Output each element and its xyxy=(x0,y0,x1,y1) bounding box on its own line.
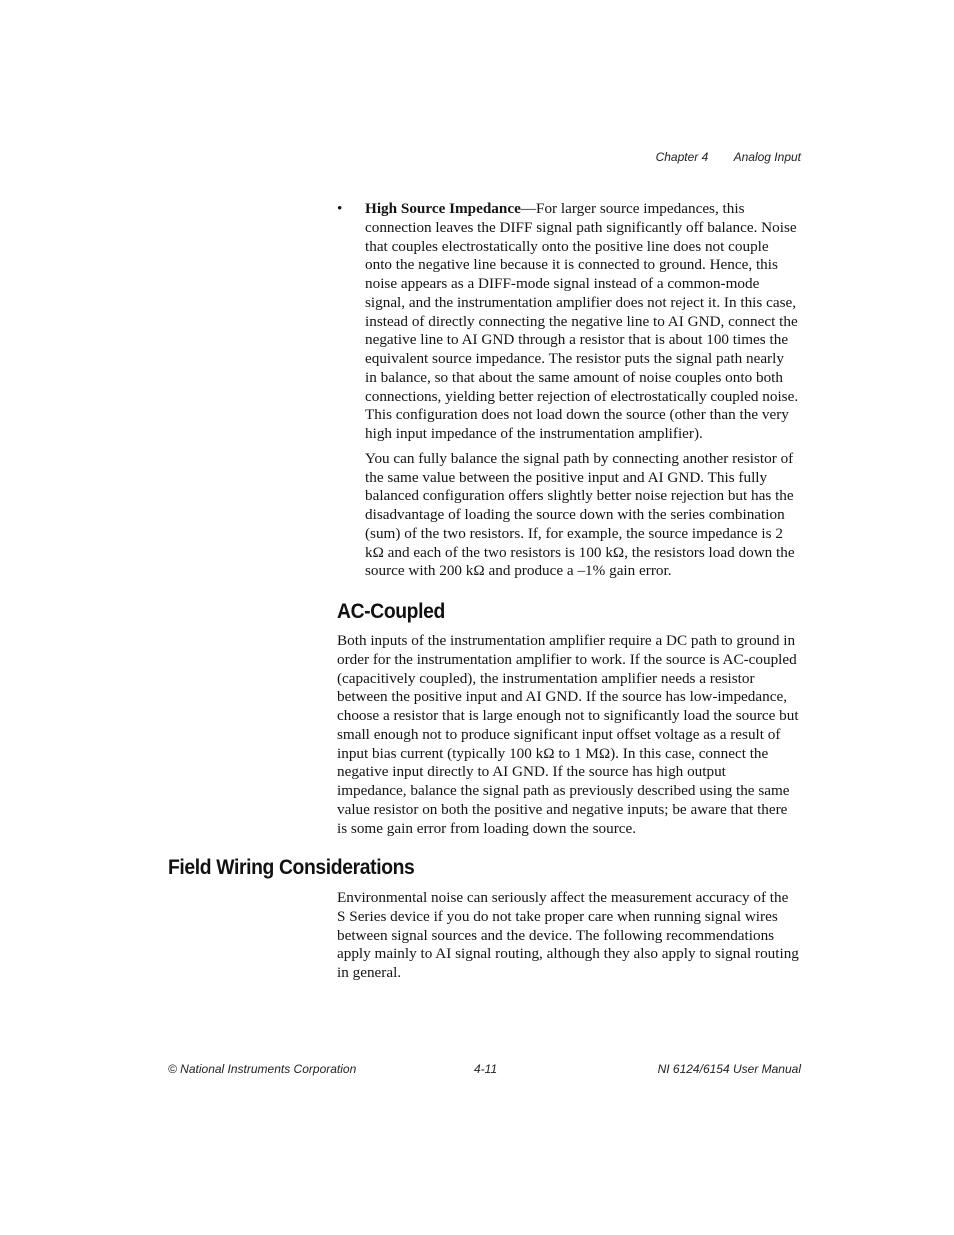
bullet-paragraph-1-text: —For larger source impedances, this connection leaves the DIFF signal path significantly off balance. Noise that couples electrostatically onto the positive line does not couple onto the negative line because it is connected to ground. Hence, this noise appears as a DIFF-mode signal instead of a common-mode signal, and the instrumentation amplifier does not reject it. In this case, instead of directly connecting the negative line to AI GND, connect the negative line to AI GND through a resistor that is about 100 times the equivalent source impedance. The resistor puts the signal path nearly in balance, so that about the same amount of noise couples onto both connections, yielding better rejection of electrostatically coupled noise. This configuration does not load down the source (other than the very high input impedance of the instrumentation amplifier). xyxy=(365,200,799,442)
section-heading-field-wiring: Field Wiring Considerations xyxy=(168,856,415,879)
header-chapter: Chapter 4 xyxy=(655,150,709,164)
field-wiring-paragraph: Environmental noise can seriously affect the measurement accuracy of the S Series device if you do not take proper care when running signal wires between signal sources and the device. The following recommendations apply mainly to AI signal routing, although they also apply to signal routing in general. xyxy=(337,889,799,981)
footer-page-number: 4-11 xyxy=(474,1062,498,1076)
footer-copyright: © National Instruments Corporation xyxy=(168,1062,357,1076)
bullet-item-high-source-impedance xyxy=(337,200,799,581)
section-heading-ac-coupled: AC-Coupled xyxy=(337,600,445,623)
header-section: Analog Input xyxy=(733,150,801,164)
ac-coupled-paragraph: Both inputs of the instrumentation amplifier require a DC path to ground in order for the instrumentation amplifier to work. If the source is AC-coupled (capacitively coupled), the instrumentation amplifier needs a resistor between the positive input and AI GND. If the source has low-impedance, choose a resistor that is large enough not to significantly load the source but small enough not to produce significant input offset voltage as a result of input bias current (typically 100 kΩ to 1 MΩ). In this case, connect the negative input directly to AI GND. If the source has high output impedance, balance the signal path as previously described using the same value resistor on both the positive and negative inputs; be aware that there is some gain error from loading down the source. xyxy=(337,632,799,837)
bullet-title: High Source Impedance xyxy=(365,200,521,217)
bullet-paragraph-1 xyxy=(365,200,799,444)
bullet-paragraph-2: You can fully balance the signal path by connecting another resistor of the same value between the positive input and AI GND. This fully balanced configuration offers slightly better noise rejection but has the disadvantage of loading the source down with the series combination (sum) of the two resistors. If, for example, the source impedance is 2 kΩ and each of the two resistors is 100 kΩ, the resistors load down the source with 200 kΩ and produce a –1% gain error. xyxy=(365,449,795,580)
footer-manual-title: NI 6124/6154 User Manual xyxy=(657,1062,801,1076)
bullet-content xyxy=(365,200,799,581)
bullet-marker: • xyxy=(337,200,343,217)
running-header xyxy=(656,150,801,164)
